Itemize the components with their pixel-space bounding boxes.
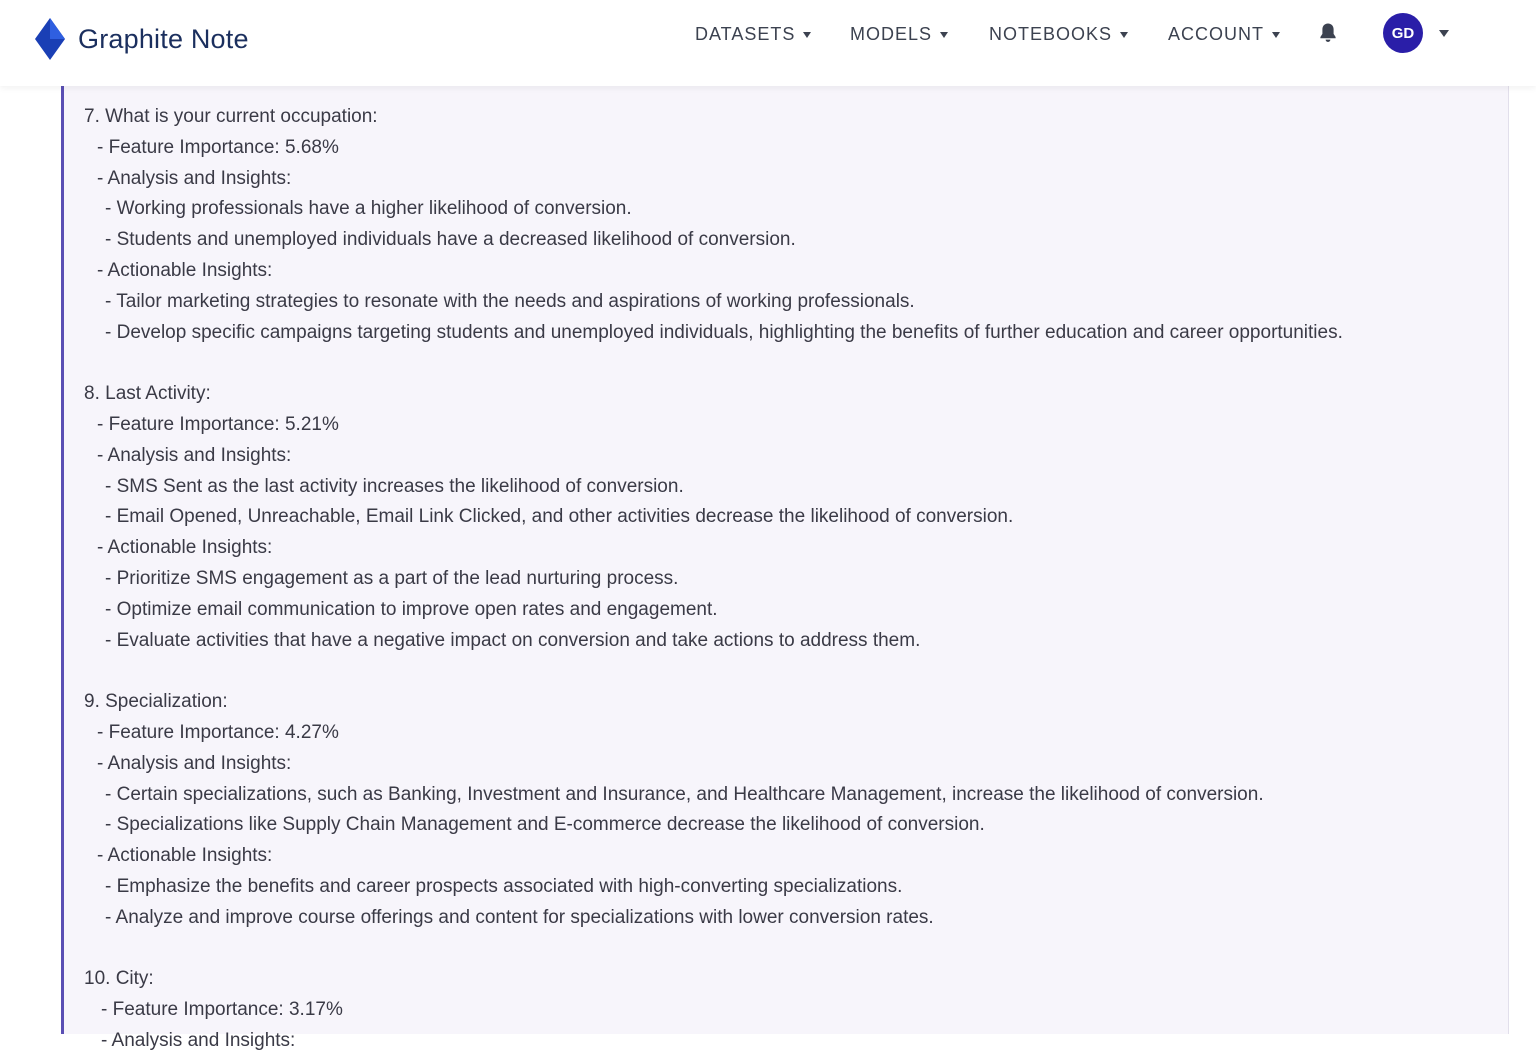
chevron-down-icon [1272, 32, 1280, 38]
nav-account[interactable] [1168, 16, 1280, 52]
nav-models[interactable] [850, 16, 948, 52]
action-item: - Optimize email communication to improve open rates and engagement. [105, 598, 718, 620]
nav-datasets-label: DATASETS [695, 23, 796, 44]
chevron-down-icon [803, 32, 811, 38]
action-item: - Prioritize SMS engagement as a part of the lead nurturing process. [105, 567, 679, 589]
analysis-item: - Email Opened, Unreachable, Email Link Clicked, and other activities decrease the likelihood of conversion. [105, 506, 1014, 528]
action-item: - Emphasize the benefits and career prospects associated with high-converting specializations. [105, 875, 903, 897]
section-title: 10. City: [84, 968, 154, 990]
notification-bell-icon[interactable] [1318, 22, 1338, 44]
top-navigation-bar [0, 0, 1536, 86]
chevron-down-icon [1120, 32, 1128, 38]
section-title: 7. What is your current occupation: [84, 106, 378, 127]
section-title: 8. Last Activity: [84, 383, 211, 405]
action-item: - Develop specific campaigns targeting students and unemployed individuals, highlighting the benefits of further education and career opportunities. [105, 321, 1343, 343]
section-spacer [84, 348, 1343, 379]
analysis-item: - Certain specializations, such as Banking, Investment and Insurance, and Healthcare Management, increase the likelihood of conversion. [105, 783, 1264, 805]
action-item: - Evaluate activities that have a negative impact on conversion and take actions to address them. [105, 629, 921, 651]
insights-panel [61, 86, 1509, 1051]
action-item: - Tailor marketing strategies to resonate with the needs and aspirations of working professionals. [105, 290, 915, 312]
user-avatar[interactable] [1383, 13, 1423, 53]
actions-heading: - Actionable Insights: [97, 845, 273, 867]
nav-account-label: ACCOUNT [1168, 23, 1264, 44]
action-item: - Analyze and improve course offerings and content for specializations with lower conversion rates. [105, 906, 934, 928]
analysis-item: - Students and unemployed individuals have a decreased likelihood of conversion. [105, 229, 796, 251]
nav-datasets[interactable] [695, 16, 811, 52]
section-title: 9. Specialization: [84, 691, 228, 713]
nav-models-label: MODELS [850, 23, 933, 44]
analysis-heading: - Analysis and Insights: [97, 752, 292, 774]
nav-notebooks-label: NOTEBOOKS [989, 23, 1113, 44]
analysis-item: - Working professionals have a higher likelihood of conversion. [105, 198, 632, 220]
analysis-heading: - Analysis and Insights: [97, 444, 292, 466]
main-nav [0, 16, 1536, 52]
actions-heading: - Actionable Insights: [97, 537, 273, 559]
analysis-item: - Specializations like Supply Chain Management and E-commerce decrease the likelihood of conversion. [105, 814, 985, 836]
analysis-item: - SMS Sent as the last activity increases the likelihood of conversion. [105, 475, 684, 497]
section-spacer [84, 656, 1343, 687]
section-spacer [84, 934, 1343, 965]
feature-importance: - Feature Importance: 3.17% [101, 999, 343, 1021]
feature-importance: - Feature Importance: 5.68% [97, 136, 339, 158]
insights-content [84, 102, 1343, 1057]
feature-importance: - Feature Importance: 5.21% [97, 413, 339, 435]
brand-name: Graphite Note [78, 23, 249, 54]
user-initials: GD [1391, 24, 1415, 42]
actions-heading: - Actionable Insights: [97, 259, 273, 281]
chevron-down-icon [940, 32, 948, 38]
analysis-heading: - Analysis and Insights: [97, 167, 292, 189]
nav-notebooks[interactable] [989, 16, 1128, 52]
analysis-heading: - Analysis and Insights: [101, 1029, 296, 1051]
feature-importance: - Feature Importance: 4.27% [97, 721, 339, 743]
user-menu-chevron-down-icon[interactable] [1439, 30, 1449, 37]
